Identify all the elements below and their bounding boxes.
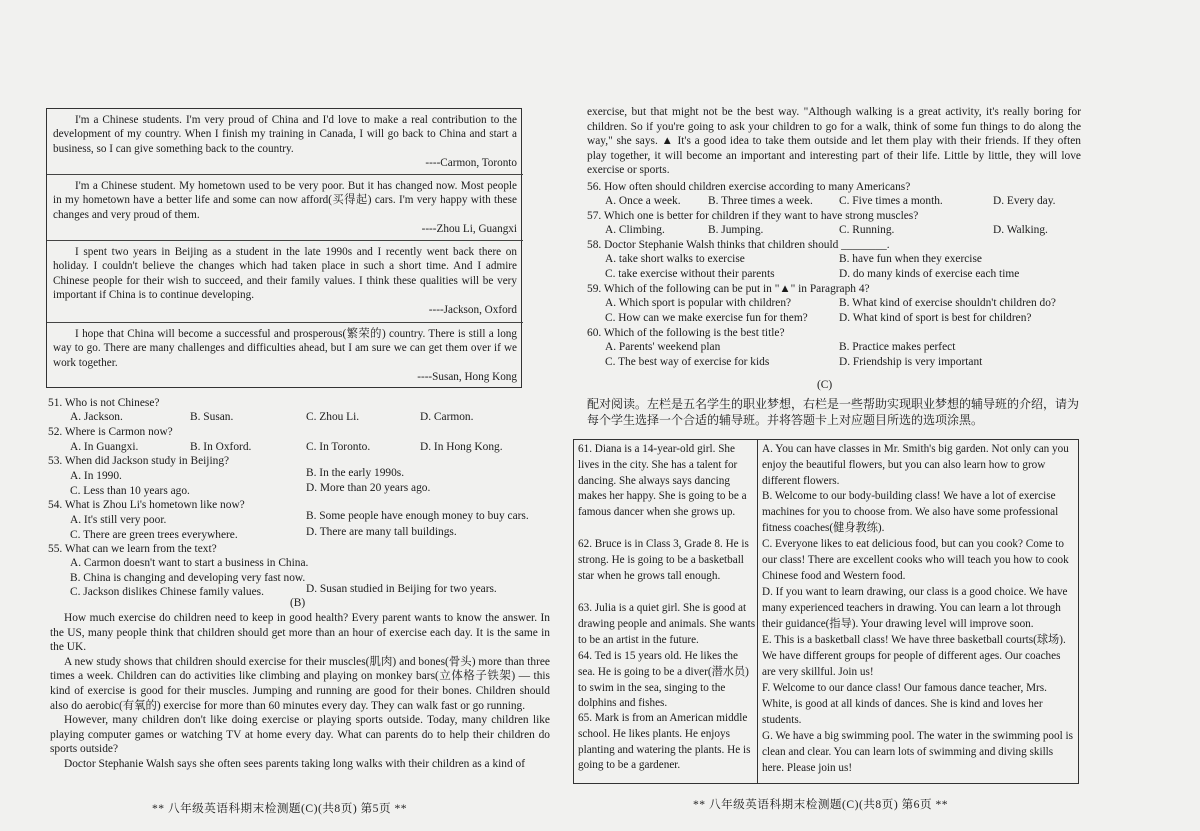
card-signature: ----Susan, Hong Kong [417, 371, 517, 384]
q55-option-c: C. Jackson dislikes Chinese family values. [70, 586, 264, 598]
q56-option-d: D. Every day. [993, 195, 1056, 207]
opinion-card-jackson [47, 241, 523, 323]
classes-column [758, 440, 1078, 783]
q52-option-a: A. In Guangxi. [70, 441, 139, 453]
card-signature: ----Zhou Li, Guangxi [421, 223, 517, 236]
q58-option-b: B. have fun when they exercise [839, 253, 982, 265]
q56-option-b: B. Three times a week. [708, 195, 813, 207]
class-c: C. Everyone likes to eat delicious food, but can you cook? Come to our class! There are excellent cooks who will teach you how to cook Chinese food and Western food. [762, 538, 1069, 582]
q51-option-a: A. Jackson. [70, 411, 123, 423]
card-text: I hope that China will become a successful and prosperous(繁荣的) country. There is still a long way to go. There are many challenges and difficulties ahead, but I am sure we can get them over if we work together. [53, 328, 517, 369]
page-5-footer: ** 八年级英语科期末检测题(C)(共8页) 第5页 ** [152, 802, 408, 815]
card-text: I spent two years in Beijing as a student in the late 1990s and I recently went back there on holiday. I couldn't believe the changes which had taken place in such a short time. And I admire Chinese people for their wish to succeed, and their family values. I think these qualities will be very important if China is to continue developing. [53, 246, 517, 302]
student-64: 64. Ted is 15 years old. He likes the sea. He is going to be a diver(潜水员) to swim in the sea, singing to the dolphins and fishes. [578, 650, 749, 710]
q58-option-a: A. take short walks to exercise [605, 253, 745, 265]
class-a: A. You can have classes in Mr. Smith's big garden. Not only can you enjoy the beautiful flowers, but you can also learn how to grow different flowers. [762, 443, 1069, 487]
page-6-footer: ** 八年级英语科期末检测题(C)(共8页) 第6页 ** [693, 798, 949, 811]
student-62: 62. Bruce is in Class 3, Grade 8. He is strong. He is going to be a basketball star when he grows tall enough. [578, 538, 749, 582]
class-f: F. Welcome to our dance class! Our famous dance teacher, Mrs. White, is good at all kinds of dances. She is kind and loves her students. [762, 682, 1047, 726]
opinion-cards-box [46, 108, 522, 388]
question-55-stem: 55. What can we learn from the text? [48, 543, 217, 555]
passage-b-paragraph-4: Doctor Stephanie Walsh says she often sees parents taking long walks with their children as a kind of [64, 757, 526, 770]
q57-option-a: A. Climbing. [605, 224, 665, 236]
q60-option-b: B. Practice makes perfect [839, 341, 956, 353]
question-58-stem: 58. Doctor Stephanie Walsh thinks that children should ________. [587, 239, 890, 251]
q51-option-c: C. Zhou Li. [306, 411, 360, 423]
passage-b-paragraph-3: However, many children don't like doing exercise or playing sports outside. Today, many children like playing computer games or watching TV at home every day. What can parents do to help their children do sports outside? [50, 714, 550, 756]
q52-option-d: D. In Hong Kong. [420, 441, 503, 453]
q58-option-d: D. do many kinds of exercise each time [839, 268, 1020, 280]
q59-option-c: C. How can we make exercise fun for them? [605, 312, 808, 324]
q57-option-b: B. Jumping. [708, 224, 764, 236]
q52-option-c: C. In Toronto. [306, 441, 371, 453]
opinion-card-zhou-li [47, 175, 523, 241]
section-c-instructions: 配对阅读。左栏是五名学生的职业梦想，右栏是一些帮助实现职业梦想的辅导班的介绍，请为每个学生选择一个合适的辅导班。并将答题卡上对应题目所选的选项涂黑。 [587, 397, 1080, 427]
section-b-label: (B) [290, 597, 306, 609]
q53-option-c: C. Less than 10 years ago. [70, 485, 190, 497]
question-60-stem: 60. Which of the following is the best title? [587, 327, 785, 339]
q59-option-a: A. Which sport is popular with children? [605, 297, 792, 309]
passage-b-paragraph-2: A new study shows that children should exercise for their muscles(肌肉) and bones(骨头) more than three times a week. Children can do activities like climbing and playing on monkey bars(立体格子铁架) — this kind of exercise is good for their muscles. Jumping and running are good for their bones. Children should also do aerobic(有氧的) exercise for more than 60 minutes every day. They can walk fast or go running. [50, 655, 550, 712]
q58-option-c: C. take exercise without their parents [605, 268, 775, 280]
q53-option-d: D. More than 20 years ago. [306, 482, 431, 494]
q60-option-d: D. Friendship is very important [839, 356, 983, 368]
q56-option-a: A. Once a week. [605, 195, 681, 207]
student-61: 61. Diana is a 14-year-old girl. She lives in the city. She has a talent for dancing. She always says dancing makes her happy. She is going to be a famous dancer when she grows up. [578, 443, 747, 519]
opinion-card-susan [47, 323, 523, 387]
q60-option-a: A. Parents' weekend plan [605, 341, 721, 353]
q55-option-d: D. Susan studied in Beijing for two years. [306, 583, 497, 595]
q53-option-b: B. In the early 1990s. [306, 467, 405, 479]
exam-page-5 [0, 0, 585, 831]
q54-option-b: B. Some people have enough money to buy cars. [306, 510, 529, 522]
q55-option-b: B. China is changing and developing very fast now. [70, 572, 306, 584]
q60-option-c: C. The best way of exercise for kids [605, 356, 770, 368]
opinion-card-carmon [47, 109, 523, 175]
q53-option-a: A. In 1990. [70, 470, 122, 482]
q59-option-d: D. What kind of sport is best for children? [839, 312, 1032, 324]
q55-option-a: A. Carmon doesn't want to start a business in China. [70, 557, 309, 569]
passage-b-paragraph-1: How much exercise do children need to keep in good health? Every parent wants to know the answer. In the US, many people think that children should get more than an hour of exercise each day. It is the same in the UK. [50, 612, 550, 654]
q57-option-c: C. Running. [839, 224, 895, 236]
card-signature: ----Jackson, Oxford [428, 303, 517, 316]
card-signature: ----Carmon, Toronto [425, 157, 517, 170]
question-57-stem: 57. Which one is better for children if they want to have strong muscles? [587, 210, 919, 222]
question-53-stem: 53. When did Jackson study in Beijing? [48, 455, 230, 467]
card-text: I'm a Chinese student. My hometown used to be very poor. But it has changed now. Most people in my hometown have a better life and some can now afford(买得起) cars. I'm very happy with these changes and very proud of them. [53, 180, 517, 221]
students-column [574, 440, 758, 783]
q54-option-a: A. It's still very poor. [70, 514, 167, 526]
class-b: B. Welcome to our body-building class! We have a lot of exercise machines for you to choose from. We also have some professional fitness coaches(健身教练). [762, 490, 1059, 534]
q51-option-d: D. Carmon. [420, 411, 474, 423]
student-63: 63. Julia is a quiet girl. She is good at drawing people and animals. She wants to be an artist in the future. [578, 602, 756, 646]
question-51-stem: 51. Who is not Chinese? [48, 397, 160, 409]
class-d: D. If you want to learn drawing, our class is a good choice. We have many experienced teachers in drawing. You can learn a lot through their guidance(指导). Your drawing level will improve soon. [762, 586, 1068, 630]
passage-b-continued: exercise, but that might not be the best way. "Although walking is a great activity, it's really boring for children. So if you're going to ask your children to go for a walk, think of some fun things to do along the way," she says. ▲ It's a good idea to take them outside and let them play with their friends. If they often play together, it will become an important and interesting part of their life. Little by little, they will love exercise or sports. [587, 106, 1081, 177]
q57-option-d: D. Walking. [993, 224, 1048, 236]
q54-option-d: D. There are many tall buildings. [306, 526, 457, 538]
matching-table [573, 439, 1079, 784]
class-e: E. This is a basketball class! We have three basketball courts(球场). We have different groups for people of different ages. Our coaches are very skillful. Join us! [762, 634, 1066, 678]
q59-option-b: B. What kind of exercise shouldn't children do? [839, 297, 1056, 309]
question-59-stem: 59. Which of the following can be put in "▲" in Paragraph 4? [587, 283, 870, 295]
question-52-stem: 52. Where is Carmon now? [48, 426, 173, 438]
q54-option-c: C. There are green trees everywhere. [70, 529, 238, 541]
section-c-label: (C) [817, 379, 833, 391]
q56-option-c: C. Five times a month. [839, 195, 943, 207]
q51-option-b: B. Susan. [190, 411, 234, 423]
card-text: I'm a Chinese students. I'm very proud of China and I'd love to make a real contribution to the development of my country. When I finish my training in Canada, I will go back to China and start a business, so I can give something back to the country. [53, 114, 517, 155]
q52-option-b: B. In Oxford. [190, 441, 252, 453]
question-56-stem: 56. How often should children exercise according to many Americans? [587, 181, 911, 193]
class-g: G. We have a big swimming pool. The water in the swimming pool is clean and clear. You can learn lots of swimming and diving skills here. Please join us! [762, 730, 1073, 774]
question-54-stem: 54. What is Zhou Li's hometown like now? [48, 499, 245, 511]
student-65: 65. Mark is from an American middle school. He likes plants. He enjoys planting and watering the plants. He is going to be a gardener. [578, 712, 751, 772]
passage-b [50, 611, 550, 772]
